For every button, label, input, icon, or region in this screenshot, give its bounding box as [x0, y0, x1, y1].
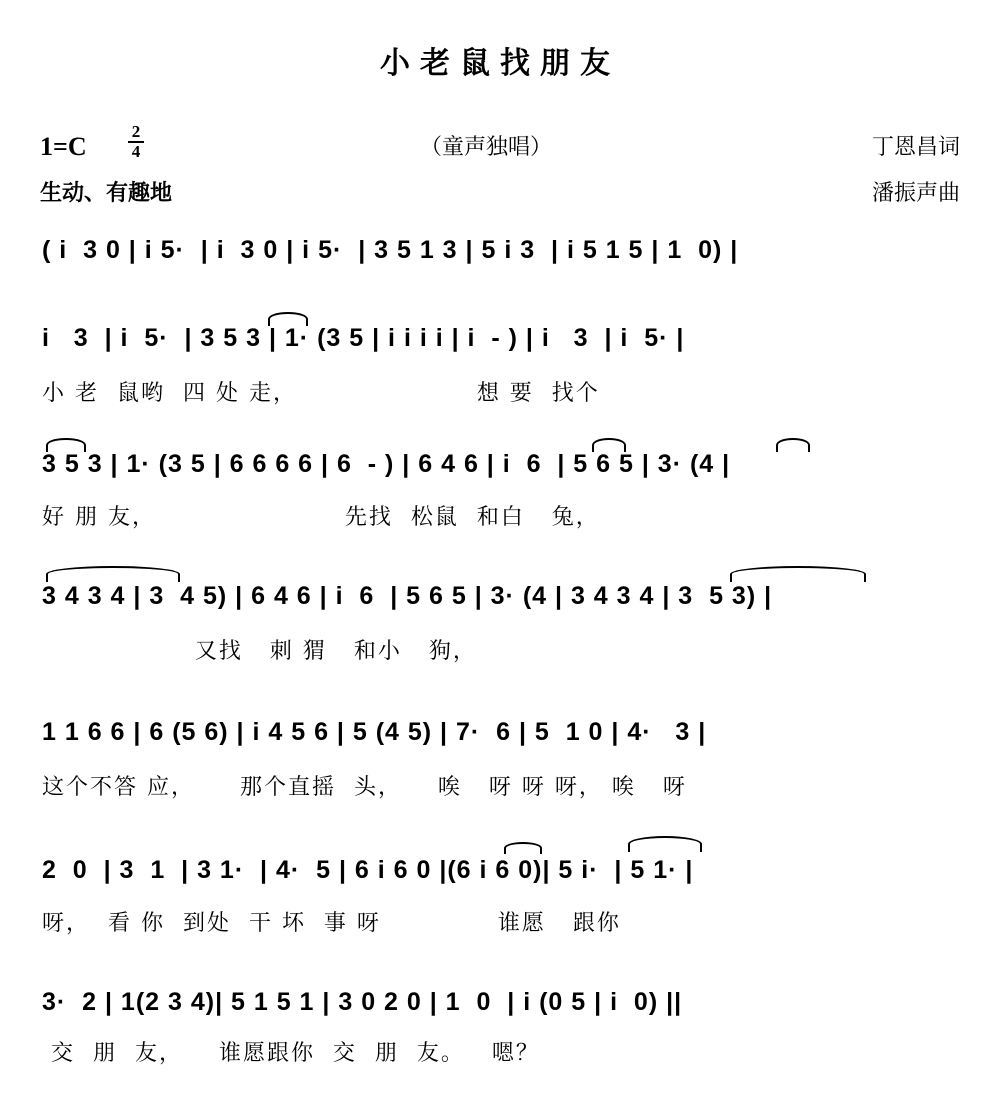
composer-credit: 潘振声曲	[871, 181, 960, 206]
lyric-line: 好 朋 友， 先找 松鼠 和白 兔，	[42, 505, 600, 530]
slur-mark	[592, 438, 626, 452]
song-title: 小老鼠找朋友	[380, 46, 620, 81]
lyric-line: 呀， 看 你 到处 干 坏 事 呀 谁愿 跟你	[42, 911, 621, 936]
lyricist-credit: 丁恩昌词	[871, 135, 960, 160]
lyric-line: 又找 刺 猬 和小 狗，	[42, 639, 477, 664]
performance-note: （童声独唱）	[420, 135, 553, 160]
lyric-line: 小 老 鼠哟 四 处 走， 想 要 找个	[42, 381, 600, 406]
slur-mark	[730, 566, 866, 582]
notation-line: i 3 | i 5· | 3 5 3 | 1· (3 5 | i i i i | i - ) | i 3 | i 5· |	[42, 324, 685, 352]
time-signature-top: 2	[131, 122, 141, 141]
key-signature: 1=C	[40, 132, 87, 161]
slur-mark	[628, 836, 702, 852]
slur-mark	[776, 438, 810, 452]
slur-mark	[504, 842, 542, 854]
time-signature	[128, 124, 144, 160]
slur-mark	[46, 438, 86, 452]
notation-line: 1 1 6 6 | 6 (5 6) | i 4 5 6 | 5 (4 5) | 7· 6 | 5 1 0 | 4· 3 |	[42, 718, 707, 746]
slur-mark	[268, 312, 308, 326]
notation-line: 3 4 3 4 | 3 4 5) | 6 4 6 | i 6 | 5 6 5 | 3· (4 | 3 4 3 4 | 3 5 3) |	[42, 582, 773, 610]
lyric-line: 这个不答 应， 那个直摇 头， 唉 呀 呀 呀， 唉 呀	[42, 775, 687, 800]
notation-line: ( i 3 0 | i 5· | i 3 0 | i 5· | 3 5 1 3 | 5 i 3 | i 5 1 5 | 1 0) |	[42, 236, 739, 264]
notation-line: 2 0 | 3 1 | 3 1· | 4· 5 | 6 i 6 0 |(6 i 6 0)| 5 i· | 5 1· |	[42, 856, 694, 884]
lyric-line: 交 朋 友， 谁愿跟你 交 朋 友。 嗯？	[42, 1041, 540, 1066]
slur-mark	[46, 566, 180, 582]
tempo-marking: 生动、有趣地	[40, 181, 173, 206]
time-signature-bottom: 4	[131, 142, 141, 161]
notation-line: 3· 2 | 1(2 3 4)| 5 1 5 1 | 3 0 2 0 | 1 0 | i (0 5 | i 0) ||	[42, 988, 683, 1016]
notation-line: 3 5 3 | 1· (3 5 | 6 6 6 6 | 6 - ) | 6 4 6 | i 6 | 5 6 5 | 3· (4 |	[42, 450, 731, 478]
